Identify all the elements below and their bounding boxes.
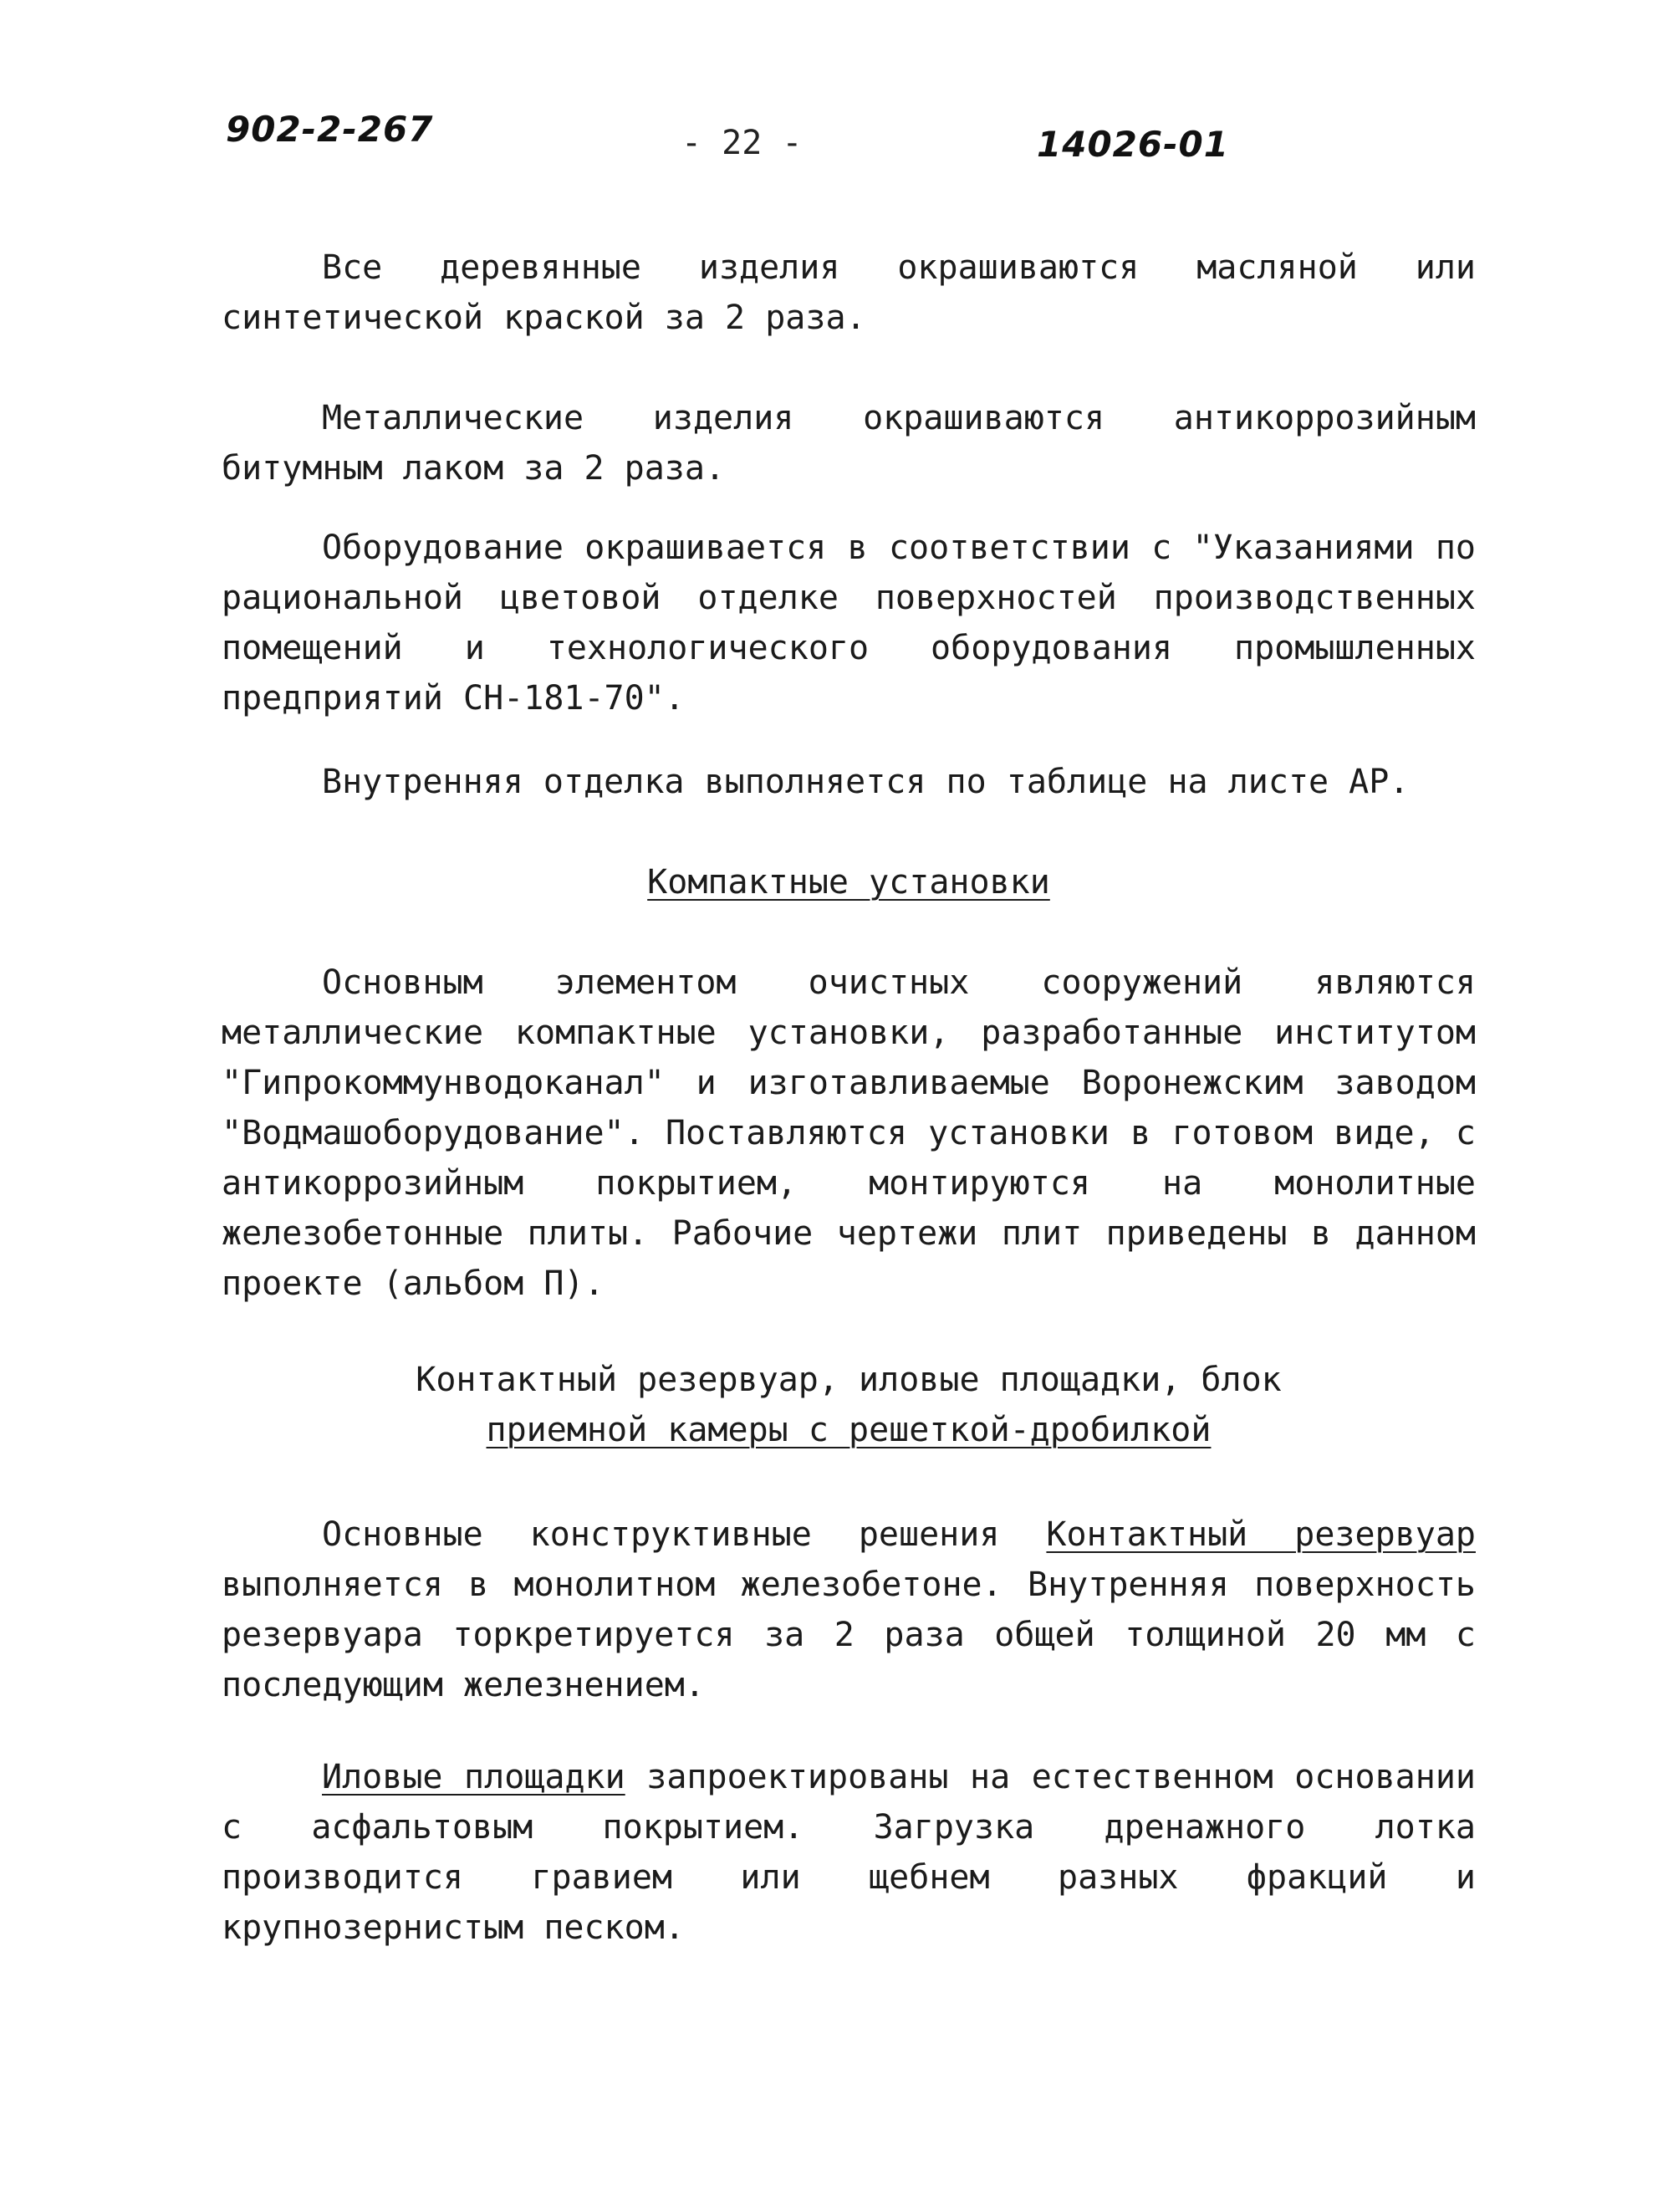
paragraph-contact-reservoir: [222, 1510, 1476, 1710]
heading-contact-reservoir-line2: [222, 1405, 1476, 1455]
term-sludge-beds: Иловые площадки: [322, 1758, 625, 1796]
page-number: - 22 -: [681, 124, 803, 162]
heading-contact-reservoir-line1: Контактный резервуар, иловые площадки, блок: [416, 1361, 1282, 1399]
paragraph-compact-units: Основным элементом очистных сооружений являются металлические компактные установки, разработанные институтом "Гипрокоммунводоканал" и изготавливаемые Воронежским заводом "Водмашоборудование". Поставляются установки в готовом виде, с антикоррозийным покрытием, монтируются на монолитные железобетонные плиты. Рабочие чертежи плит приведены в данном проекте (альбом П).: [222, 963, 1476, 1303]
paragraph-sludge-beds-rest: запроектированы на естественном основании с асфальтовым покрытием. Загрузка дренажного лотка производится гравием или щебнем разных фракций и крупнозернистым песком.: [222, 1758, 1476, 1947]
paragraph-equipment-painting: Оборудование окрашивается в соответствии с "Указаниями по рациональной цветовой отделке поверхностей производственных помещений и технологического оборудования промышленных предприятий СН-181-70".: [222, 529, 1476, 718]
paragraph-interior-finish: Внутренняя отделка выполняется по таблице на листе АР.: [322, 763, 1410, 801]
heading-compact-units: [222, 857, 1476, 907]
heading-contact-reservoir-line2-text: приемной камеры с решеткой-дробилкой: [486, 1411, 1212, 1449]
doc-code: 902-2-267: [226, 109, 434, 150]
heading-compact-units-text: Компактные установки: [647, 863, 1050, 902]
paragraph-contact-reservoir-rest: выполняется в монолитном железобетоне. Внутренняя поверхность резервуара торкретируется за 2 раза общей толщиной 20 мм с последующим железнением.: [222, 1566, 1476, 1704]
term-contact-reservoir: Контактный резервуар: [1046, 1515, 1476, 1554]
paragraph-metal-painting: Металлические изделия окрашиваются антикоррозийным битумным лаком за 2 раза.: [222, 399, 1476, 488]
paragraph-contact-reservoir-lead: Основные конструктивные решения: [322, 1515, 1000, 1554]
sheet-code: 14026-01: [1037, 124, 1229, 165]
heading-contact-reservoir: [222, 1355, 1476, 1455]
paragraph-sludge-beds: [222, 1752, 1476, 1953]
paragraph-wood-painting: Все деревянные изделия окрашиваются масляной или синтетической краской за 2 раза.: [222, 248, 1476, 337]
